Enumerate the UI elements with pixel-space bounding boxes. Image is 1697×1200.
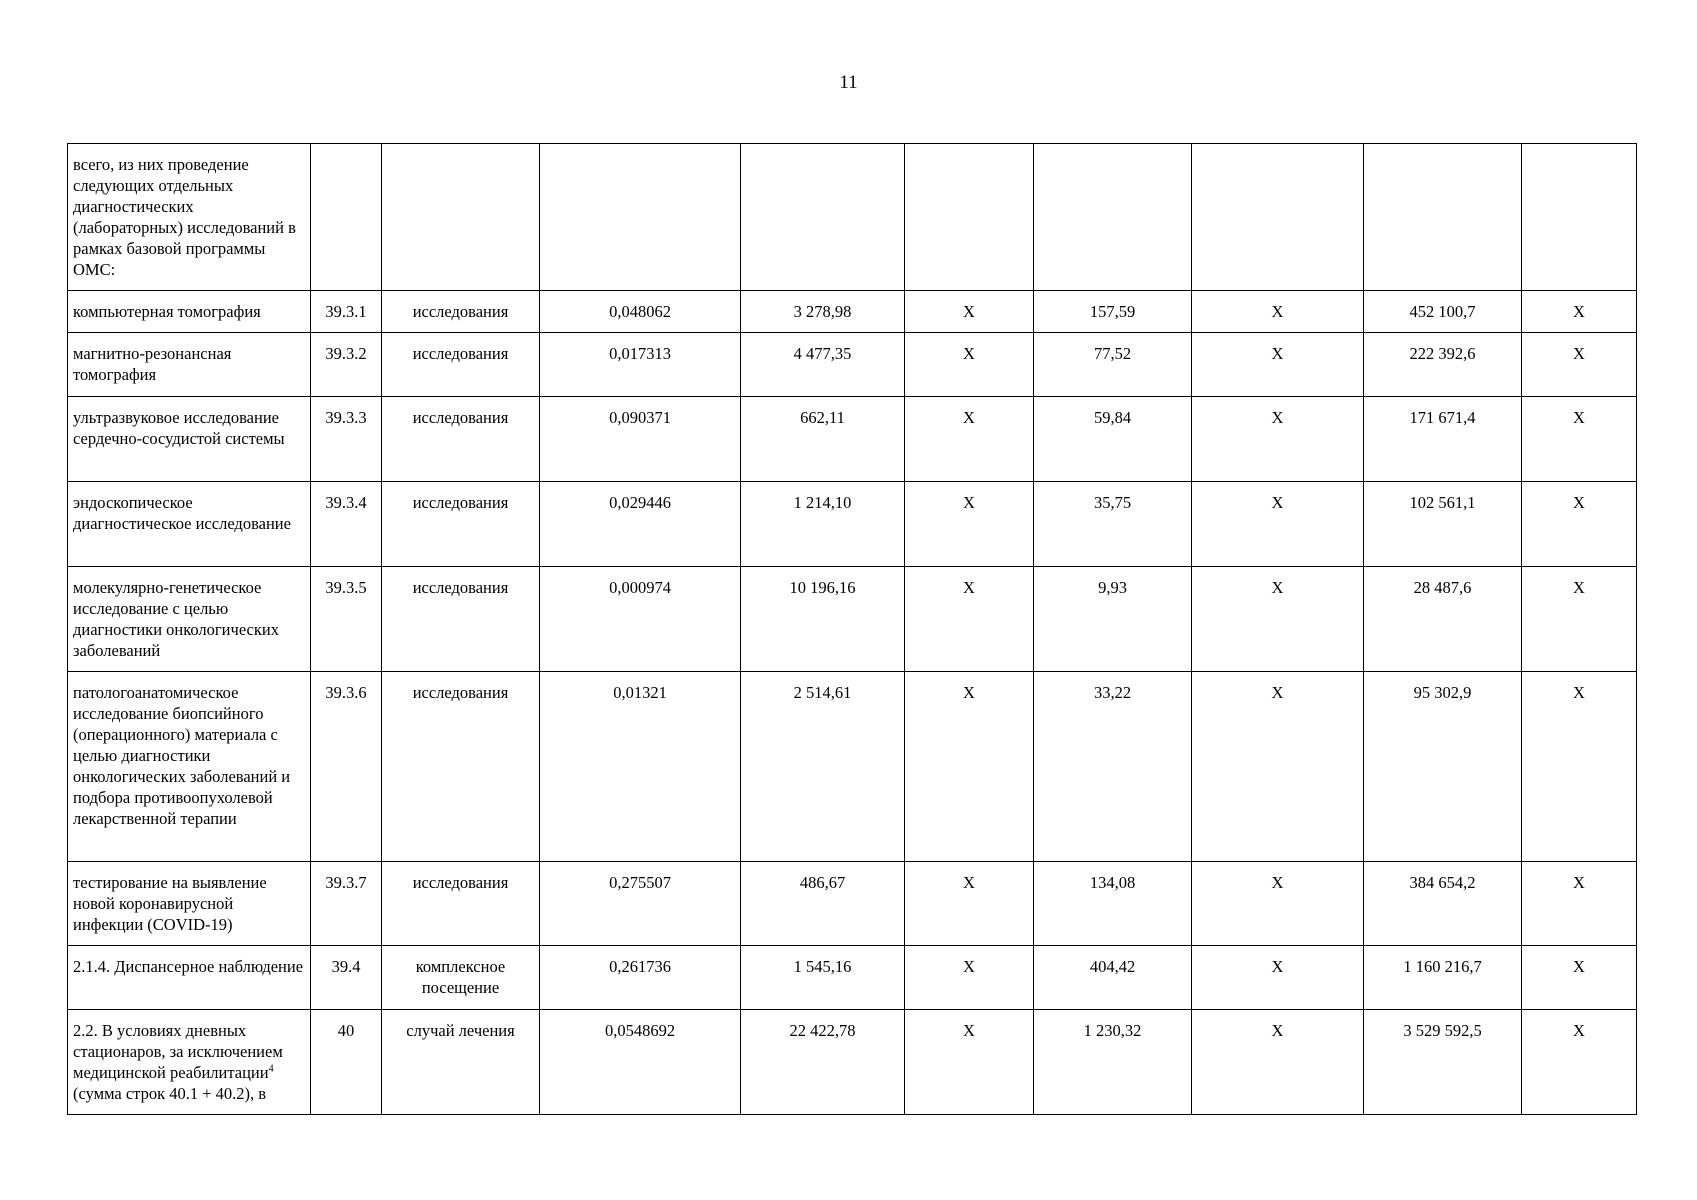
- row-col10: X: [1522, 672, 1637, 862]
- row-col8: X: [1192, 946, 1364, 1010]
- row-col8: X: [1192, 482, 1364, 567]
- row-name: эндоскопическое диагностическое исследование: [68, 482, 311, 567]
- row-name: ультразвуковое исследование сердечно-сосудистой системы: [68, 397, 311, 482]
- row-cost: 1 214,10: [741, 482, 905, 567]
- row-code: 40: [311, 1010, 382, 1115]
- row-cost: 1 545,16: [741, 946, 905, 1010]
- row-col7: 33,22: [1034, 672, 1192, 862]
- row-unit: исследования: [382, 482, 540, 567]
- row-unit: исследования: [382, 567, 540, 672]
- row-col7: 134,08: [1034, 862, 1192, 946]
- row-code: 39.3.5: [311, 567, 382, 672]
- footnote-marker: 4: [268, 1063, 274, 1075]
- row-cost: 10 196,16: [741, 567, 905, 672]
- row-name: тестирование на выявление новой коронавирусной инфекции (COVID-19): [68, 862, 311, 946]
- row-norm: 0,029446: [540, 482, 741, 567]
- row-col6: X: [905, 567, 1034, 672]
- row-code: 39.3.4: [311, 482, 382, 567]
- row-code: [311, 144, 382, 291]
- page-number: 11: [839, 72, 858, 93]
- row-col9: 384 654,2: [1364, 862, 1522, 946]
- row-name: 2.1.4. Диспансерное наблюдение: [68, 946, 311, 1010]
- row-col7: 1 230,32: [1034, 1010, 1192, 1115]
- row-col9: 95 302,9: [1364, 672, 1522, 862]
- row-col8: X: [1192, 333, 1364, 397]
- data-table: [67, 143, 1637, 1115]
- table-row: [68, 1010, 1637, 1115]
- row-col10: X: [1522, 333, 1637, 397]
- row-col6: X: [905, 672, 1034, 862]
- table-row: [68, 333, 1637, 397]
- row-col7: 404,42: [1034, 946, 1192, 1010]
- row-col8: X: [1192, 672, 1364, 862]
- row-col9: 102 561,1: [1364, 482, 1522, 567]
- row-name: всего, из них проведение следующих отдельных диагностических (лабораторных) исследований в рамках базовой программы ОМС:: [68, 144, 311, 291]
- row-col9: [1364, 144, 1522, 291]
- row-col8: X: [1192, 291, 1364, 333]
- row-cost: 2 514,61: [741, 672, 905, 862]
- row-col6: X: [905, 862, 1034, 946]
- row-col9: 222 392,6: [1364, 333, 1522, 397]
- row-name-tail: (сумма строк 40.1 + 40.2), в: [73, 1084, 267, 1103]
- row-col10: X: [1522, 567, 1637, 672]
- row-name: молекулярно-генетическое исследование с целью диагностики онкологических заболеваний: [68, 567, 311, 672]
- row-col10: X: [1522, 946, 1637, 1010]
- row-norm: 0,261736: [540, 946, 741, 1010]
- row-name: магнитно-резонансная томография: [68, 333, 311, 397]
- table-row: [68, 672, 1637, 862]
- row-code: 39.3.7: [311, 862, 382, 946]
- table-row: [68, 482, 1637, 567]
- row-norm: [540, 144, 741, 291]
- row-name: компьютерная томография: [68, 291, 311, 333]
- row-col9: 28 487,6: [1364, 567, 1522, 672]
- row-col10: X: [1522, 397, 1637, 482]
- row-norm: 0,048062: [540, 291, 741, 333]
- table-row: [68, 567, 1637, 672]
- row-col10: [1522, 144, 1637, 291]
- row-name-text: 2.2. В условиях дневных стационаров, за исключением медицинской реабилитации: [73, 1021, 283, 1082]
- row-unit: исследования: [382, 672, 540, 862]
- row-col10: X: [1522, 291, 1637, 333]
- row-unit: случай лечения: [382, 1010, 540, 1115]
- row-cost: 4 477,35: [741, 333, 905, 397]
- row-code: 39.3.3: [311, 397, 382, 482]
- row-unit: исследования: [382, 333, 540, 397]
- row-norm: 0,000974: [540, 567, 741, 672]
- row-col6: X: [905, 482, 1034, 567]
- row-col7: 9,93: [1034, 567, 1192, 672]
- row-unit: исследования: [382, 291, 540, 333]
- row-norm: 0,275507: [540, 862, 741, 946]
- row-col9: 1 160 216,7: [1364, 946, 1522, 1010]
- row-col9: 171 671,4: [1364, 397, 1522, 482]
- row-unit: исследования: [382, 397, 540, 482]
- row-col10: X: [1522, 482, 1637, 567]
- row-col7: 59,84: [1034, 397, 1192, 482]
- table-row: [68, 397, 1637, 482]
- row-col10: X: [1522, 862, 1637, 946]
- row-name: патологоанатомическое исследование биопсийного (операционного) материала с целью диагностики онкологических заболеваний и подбора противоопухолевой лекарственной терапии: [68, 672, 311, 862]
- row-cost: 486,67: [741, 862, 905, 946]
- row-code: 39.3.2: [311, 333, 382, 397]
- row-cost: 22 422,78: [741, 1010, 905, 1115]
- row-norm: 0,0548692: [540, 1010, 741, 1115]
- table-row: [68, 946, 1637, 1010]
- row-col7: 157,59: [1034, 291, 1192, 333]
- row-norm: 0,090371: [540, 397, 741, 482]
- row-col9: 452 100,7: [1364, 291, 1522, 333]
- row-unit: [382, 144, 540, 291]
- row-col10: X: [1522, 1010, 1637, 1115]
- row-cost: [741, 144, 905, 291]
- row-code: 39.4: [311, 946, 382, 1010]
- row-col7: 35,75: [1034, 482, 1192, 567]
- row-col6: X: [905, 291, 1034, 333]
- row-col8: X: [1192, 397, 1364, 482]
- row-cost: 662,11: [741, 397, 905, 482]
- row-col8: X: [1192, 1010, 1364, 1115]
- row-col6: X: [905, 946, 1034, 1010]
- row-col9: 3 529 592,5: [1364, 1010, 1522, 1115]
- row-unit: комплексное посещение: [382, 946, 540, 1010]
- row-unit: исследования: [382, 862, 540, 946]
- row-code: 39.3.1: [311, 291, 382, 333]
- table-row: [68, 144, 1637, 291]
- row-code: 39.3.6: [311, 672, 382, 862]
- row-col6: X: [905, 397, 1034, 482]
- table-row: [68, 291, 1637, 333]
- row-col8: [1192, 144, 1364, 291]
- row-col7: 77,52: [1034, 333, 1192, 397]
- row-cost: 3 278,98: [741, 291, 905, 333]
- row-col6: [905, 144, 1034, 291]
- row-col6: X: [905, 1010, 1034, 1115]
- row-col8: X: [1192, 567, 1364, 672]
- row-name: [68, 1010, 311, 1115]
- row-col6: X: [905, 333, 1034, 397]
- row-col7: [1034, 144, 1192, 291]
- table-row: [68, 862, 1637, 946]
- row-col8: X: [1192, 862, 1364, 946]
- row-norm: 0,01321: [540, 672, 741, 862]
- row-norm: 0,017313: [540, 333, 741, 397]
